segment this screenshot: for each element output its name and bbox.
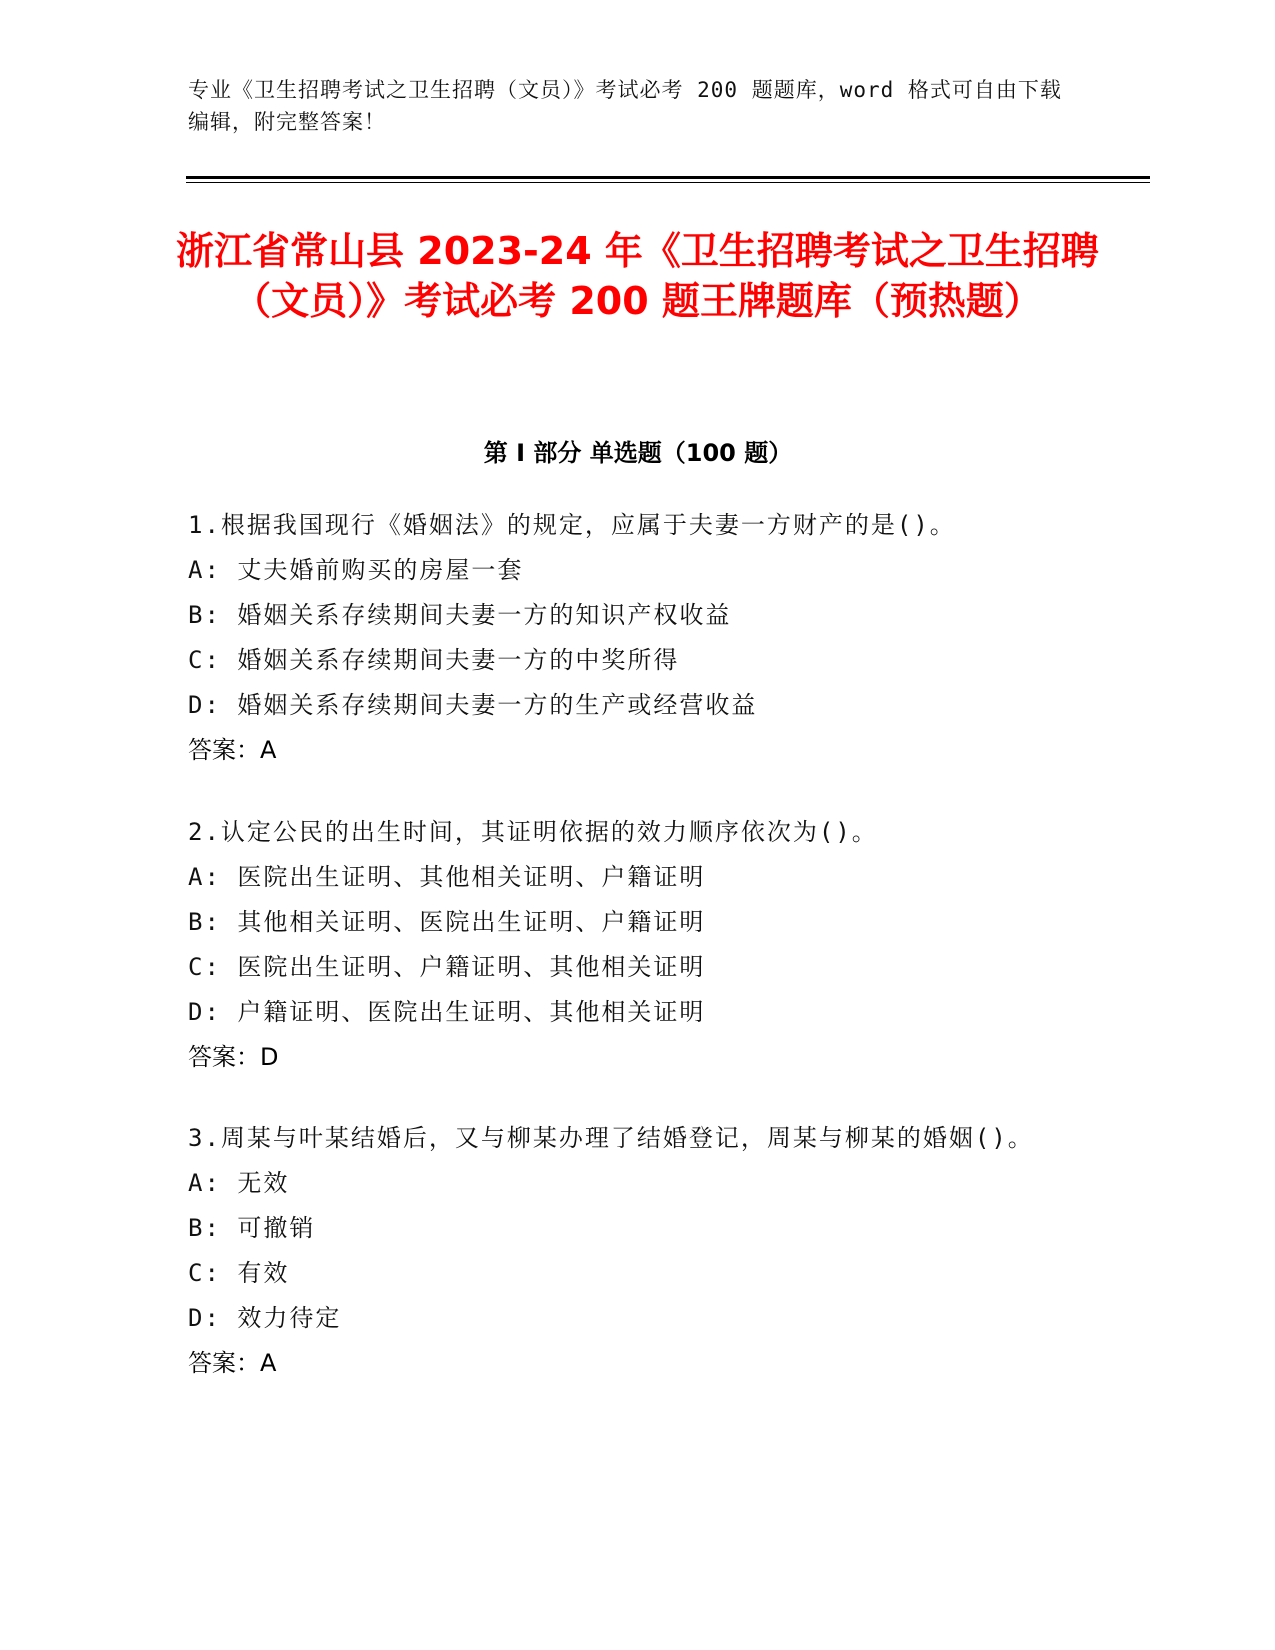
header-note: 专业《卫生招聘考试之卫生招聘（文员）》考试必考 200 题题库，word 格式可自由下载编辑，附完整答案！ <box>188 78 1062 134</box>
option-b: B: 婚姻关系存续期间夫妻一方的知识产权收益 <box>188 601 732 629</box>
option-d: D: 户籍证明、医院出生证明、其他相关证明 <box>188 998 706 1026</box>
option-a: A: 医院出生证明、其他相关证明、户籍证明 <box>188 863 706 891</box>
option-c: C: 医院出生证明、户籍证明、其他相关证明 <box>188 953 706 981</box>
question-2 <box>188 810 1088 1080</box>
option-b: B: 可撤销 <box>188 1214 316 1242</box>
question-stem: 3.周某与叶某结婚后，又与柳某办理了结婚登记，周某与柳某的婚姻()。 <box>188 1124 1034 1152</box>
header-divider-thin <box>186 182 1150 183</box>
option-a: A: 丈夫婚前购买的房屋一套 <box>188 556 524 584</box>
option-c: C: 婚姻关系存续期间夫妻一方的中奖所得 <box>188 646 680 674</box>
question-3 <box>188 1116 1088 1386</box>
header-divider-thick <box>186 176 1150 179</box>
option-d: D: 婚姻关系存续期间夫妻一方的生产或经营收益 <box>188 691 758 719</box>
section-title: 第 I 部分 单选题（100 题） <box>483 439 793 467</box>
answer: 答案：A <box>188 1349 277 1377</box>
option-c: C: 有效 <box>188 1259 290 1287</box>
question-1 <box>188 503 1088 773</box>
answer: 答案：A <box>188 736 277 764</box>
option-b: B: 其他相关证明、医院出生证明、户籍证明 <box>188 908 706 936</box>
question-stem: 2.认定公民的出生时间，其证明依据的效力顺序依次为()。 <box>188 818 878 846</box>
question-stem: 1.根据我国现行《婚姻法》的规定，应属于夫妻一方财产的是()。 <box>188 511 956 539</box>
document-title: 浙江省常山县 2023-24 年《卫生招聘考试之卫生招聘（文员）》考试必考 200 题王牌题库（预热题） <box>176 229 1099 323</box>
answer: 答案：D <box>188 1043 279 1071</box>
option-a: A: 无效 <box>188 1169 290 1197</box>
option-d: D: 效力待定 <box>188 1304 342 1332</box>
